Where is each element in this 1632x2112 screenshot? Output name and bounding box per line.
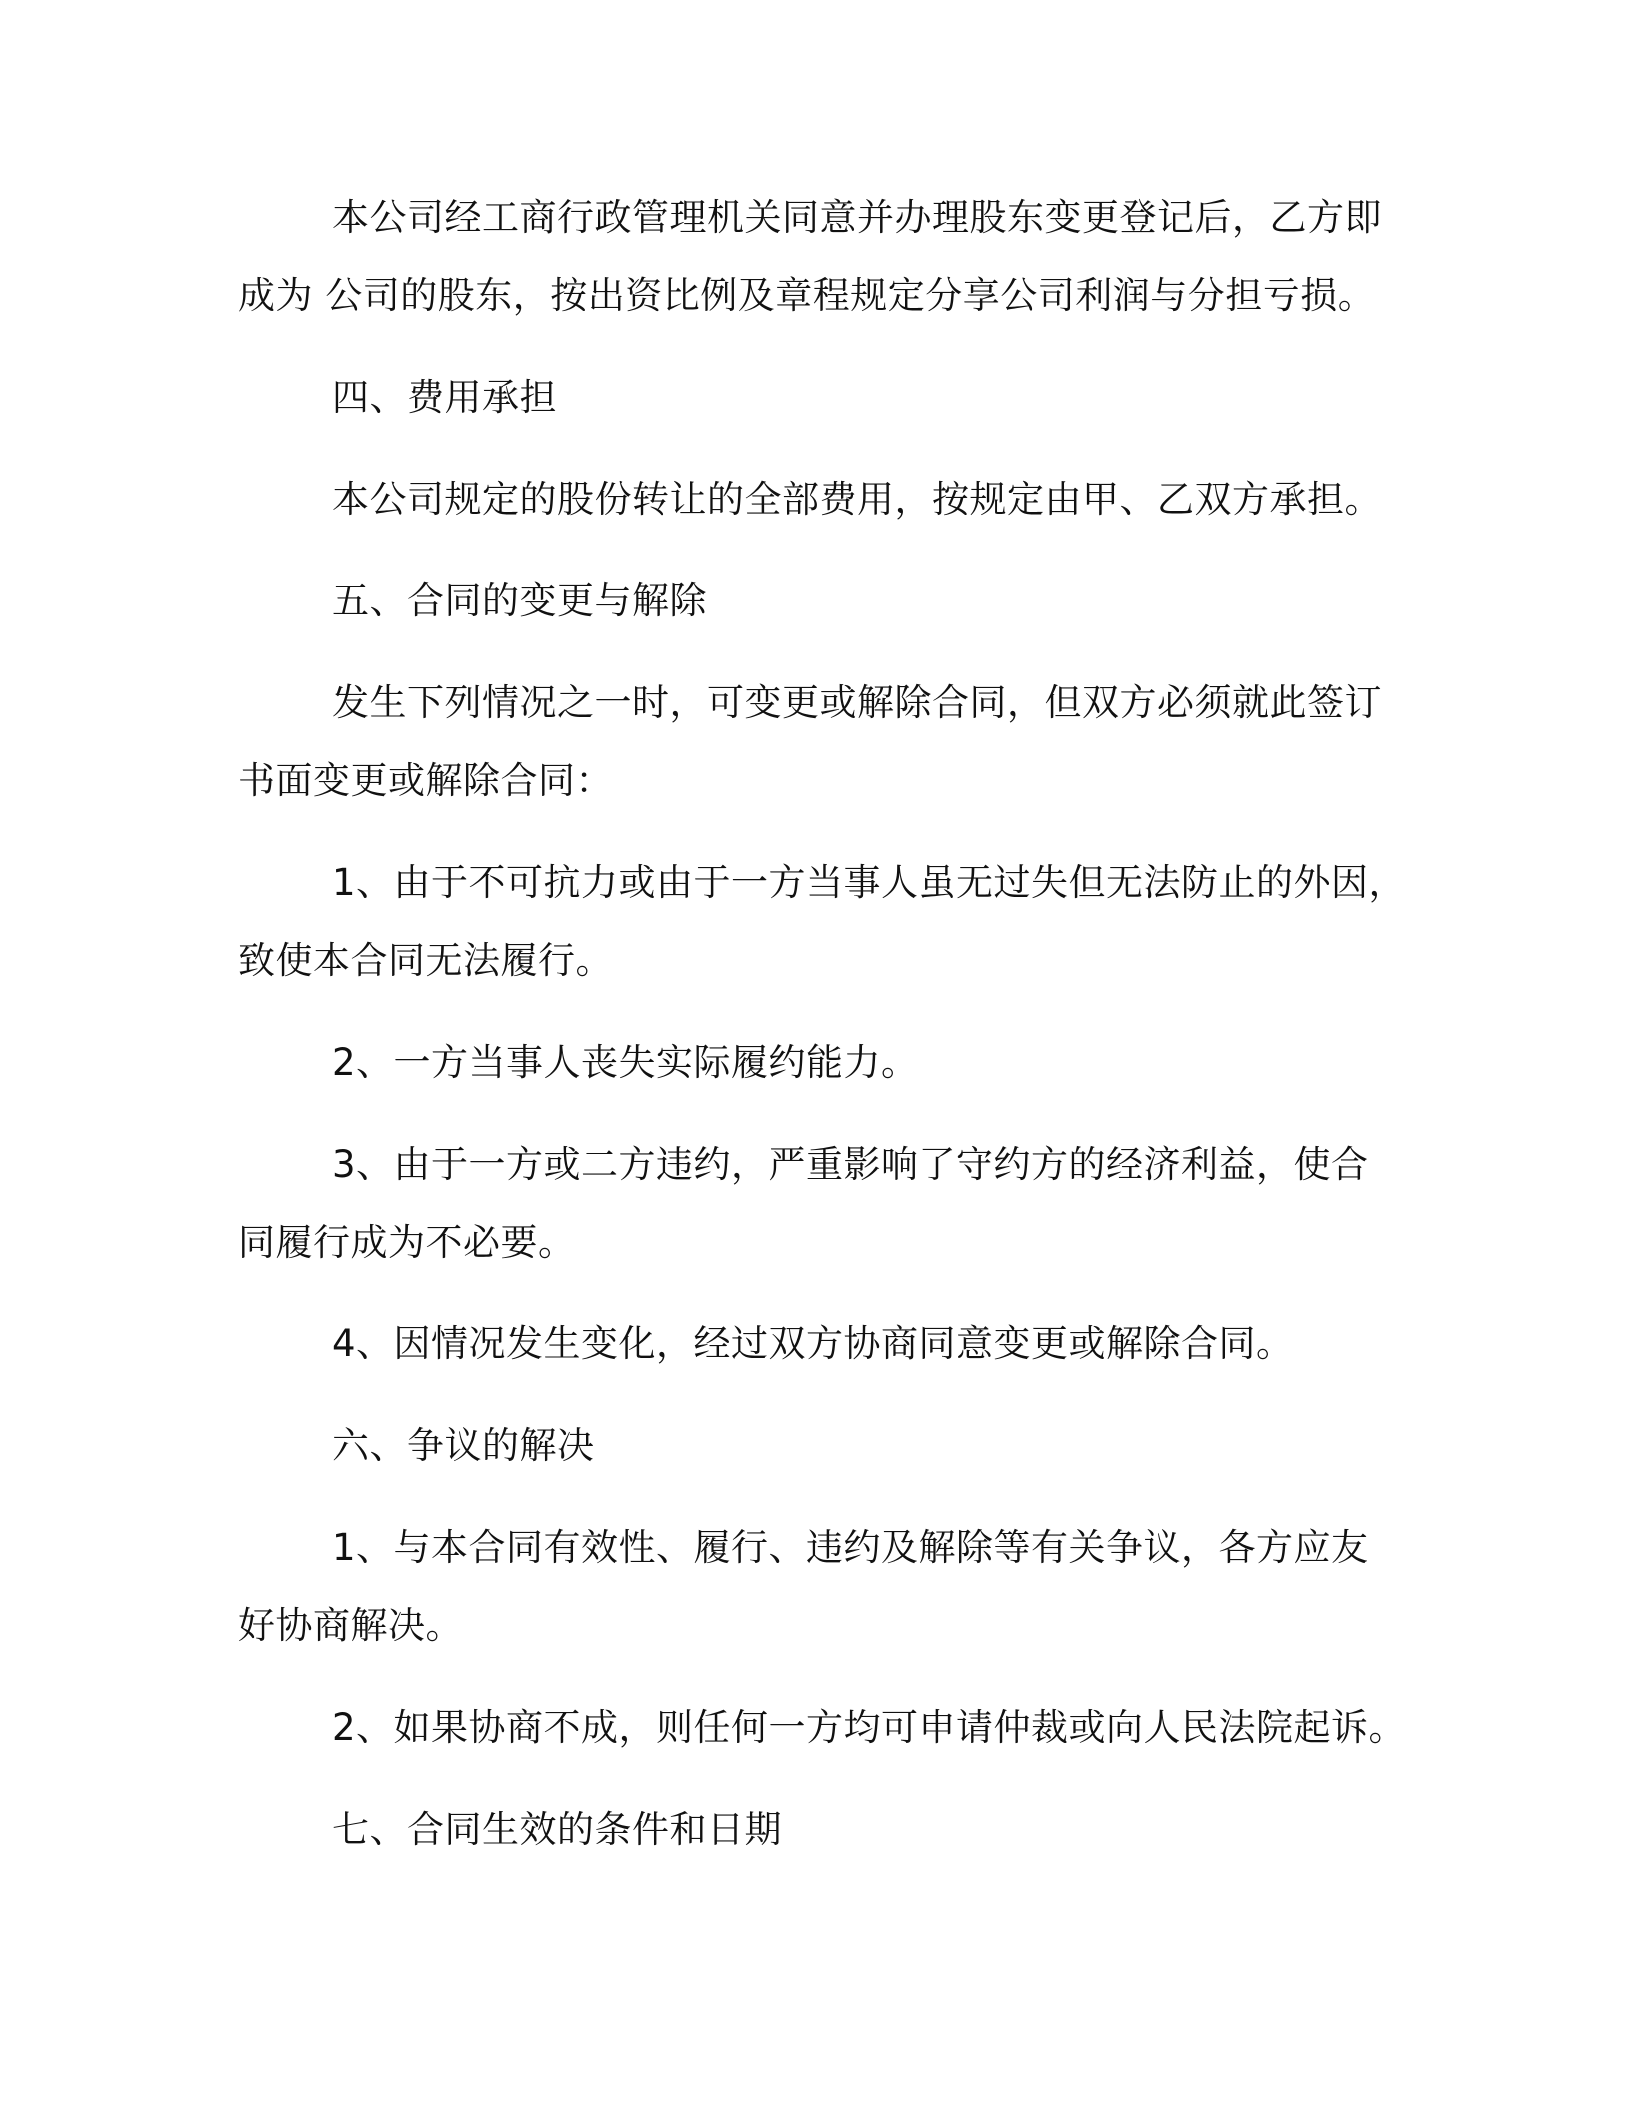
paragraph-line: 成为 公司的股东，按出资比例及章程规定分享公司利润与分担亏损。 bbox=[238, 274, 1376, 317]
section-heading: 五、合同的变更与解除 bbox=[332, 579, 707, 622]
list-item-line: 2、如果协商不成，则任何一方均可申请仲裁或向人民法院起诉。 bbox=[332, 1706, 1407, 1749]
list-item-line: 3、由于一方或二方违约，严重影响了守约方的经济利益，使合 bbox=[332, 1143, 1369, 1186]
section-heading: 六、争议的解决 bbox=[332, 1424, 595, 1467]
section-heading: 七、合同生效的条件和日期 bbox=[332, 1808, 782, 1851]
paragraph-line: 本公司经工商行政管理机关同意并办理股东变更登记后，乙方即 bbox=[332, 196, 1382, 239]
list-item-line: 致使本合同无法履行。 bbox=[238, 939, 613, 982]
list-item-line: 1、与本合同有效性、履行、违约及解除等有关争议，各方应友 bbox=[332, 1526, 1369, 1569]
section-heading: 四、费用承担 bbox=[332, 376, 557, 419]
list-item-line: 好协商解决。 bbox=[238, 1604, 463, 1647]
list-item-line: 4、因情况发生变化，经过双方协商同意变更或解除合同。 bbox=[332, 1322, 1294, 1365]
paragraph-line: 发生下列情况之一时，可变更或解除合同，但双方必须就此签订 bbox=[332, 681, 1382, 724]
list-item-line: 1、由于不可抗力或由于一方当事人虽无过失但无法防止的外因， bbox=[332, 861, 1407, 904]
paragraph-line: 书面变更或解除合同： bbox=[238, 759, 613, 802]
list-item-line: 2、一方当事人丧失实际履约能力。 bbox=[332, 1041, 919, 1084]
list-item-line: 同履行成为不必要。 bbox=[238, 1221, 576, 1264]
paragraph-line: 本公司规定的股份转让的全部费用，按规定由甲、乙双方承担。 bbox=[332, 478, 1382, 521]
